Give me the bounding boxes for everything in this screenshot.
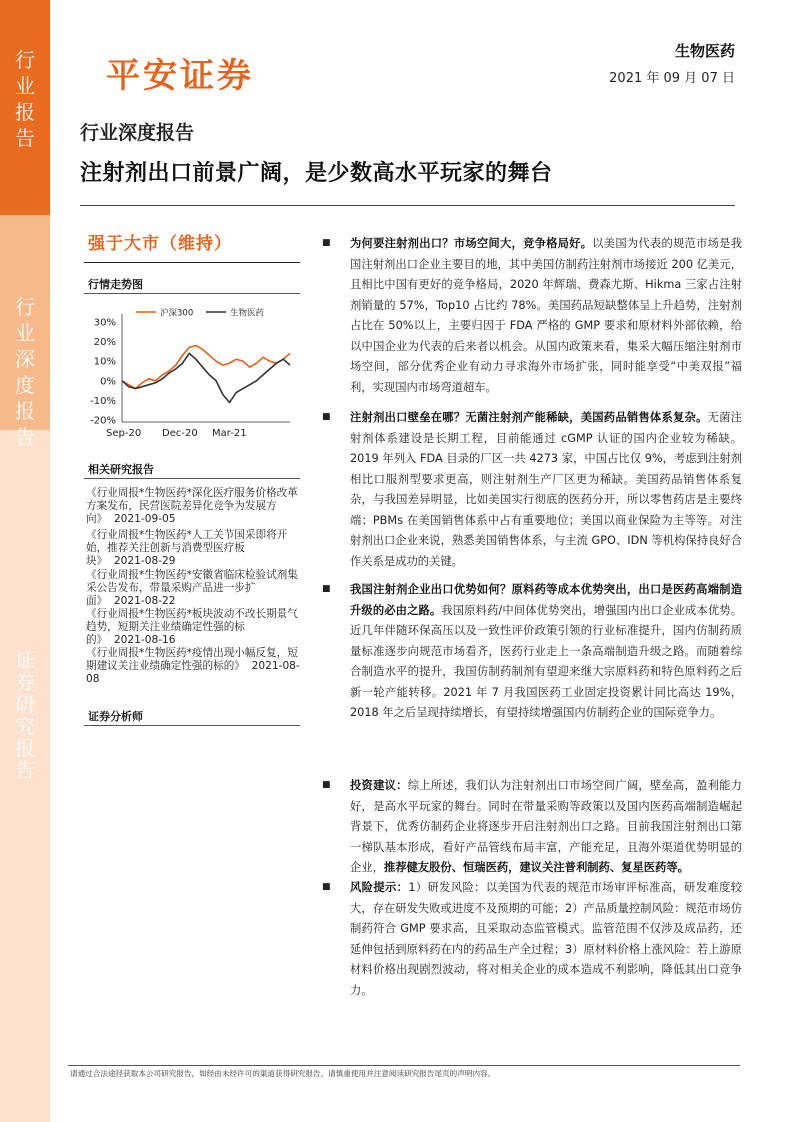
chart-divider [84, 293, 300, 294]
y-tick-label: 0% [100, 376, 116, 388]
side-char: 究 [15, 714, 35, 738]
related-report-item[interactable] [86, 608, 302, 647]
series-line-hs300 [122, 346, 290, 389]
summary-paragraph [350, 408, 742, 572]
bullet-icon: ■ [322, 584, 331, 594]
related-report-item[interactable] [86, 569, 302, 608]
x-axis-ticks [106, 428, 247, 439]
paragraph-heading: 投资建议： [350, 779, 408, 792]
summary-paragraph [350, 580, 742, 724]
related-report-date: 2021-08-29 [113, 555, 176, 567]
bullet-icon: ■ [322, 780, 331, 790]
related-report-title: 《行业周报*生物医药*板块波动不改长期景气趋势，短期关注业绩确定性强的标的》 [86, 608, 298, 646]
side-char: 告 [15, 425, 35, 449]
paragraph-heading: 注射剂出口壁垒在哪？无菌注射剂产能稀缺，美国药品销售体系复杂。 [350, 411, 708, 424]
report-type: 行业深度报告 [80, 122, 195, 144]
paragraph-body: 我国原料药/中间体优势突出，增强国内出口企业成本优势。近几年伴随环保高压以及一致性评价政策引领的行业标准提升，国内仿制药质量标准逐步向规范市场看齐，医药行业走上一条高端制造升级之路。而随着综合制造水平的提升，我国仿制药制剂有望迎来继大宗原料药和特色原料药之后新一轮产能转移。2021 年 7 月我国医药工业固定投资累计同比高达 19%，2018 年之后呈现持续增长，有望持续增强国内仿制药企业的国际竞争力。 [350, 603, 742, 719]
related-report-item[interactable] [86, 647, 302, 686]
side-char: 告 [15, 758, 35, 782]
side-char: 报 [15, 736, 35, 760]
related-report-date: 2021-08-08 [86, 660, 300, 685]
analyst-heading: 证券分析师 [88, 710, 143, 723]
related-report-title: 《行业周报*生物医药*安徽省临床检验试剂集采公告发布，带量采购产品进一步扩面》 [86, 569, 298, 607]
side-band-depth-report [0, 215, 50, 449]
related-report-title: 《行业周报*生物医药*人工关节国采即将开始，推荐关注创新与消费型医疗板块》 [86, 529, 288, 567]
paragraph-body: 1）研发风险：以美国为代表的规范市场审评标准高，研发难度较大，存在研发失败或进度不及预期的可能；2）产品质量控制风险：规范市场仿制药符合 GMP 要求高，且采取动态监管模式。监管范围不仅涉及成品药，还延伸包括到原料药在内的药品生产全过程；3）原材料价格上涨风险：若上游原材料价格出现剧烈波动，将对相关企业的成本造成不利影响，降低其出口竞争力。 [350, 881, 742, 997]
chart-legend [136, 308, 265, 319]
bullet-icon: ■ [322, 238, 331, 248]
paragraph-body: 以美国为代表的规范市场是我国注射剂出口企业主要目的地，其中美国仿制药注射剂市场接近 200 亿美元，且相比中国有更好的竞争格局，2020 年辉瑞、费森尤斯、Hikma 三家占注射剂销量的 57%，Top10 占比约 78%。美国药品短缺整体呈上升趋势，注射剂占比在 50%以上，主要归因于 FDA 严格的 GMP 要求和原材料外部依赖，给以中国企业为代表的后来者以机会。从国内政策来看，集采大幅压缩注射剂市场空间，部分优秀企业有动力寻求海外市场扩张，同时能享受“中美双报”福利，实现国内市场弯道超车。 [350, 237, 742, 394]
side-char: 券 [15, 670, 35, 694]
risk-warning-paragraph [350, 878, 742, 1001]
paragraph-recommendation: 推荐健友股份、恒瑞医药，建议关注普利制药、复星医药等。 [383, 861, 689, 874]
footer-divider [68, 1065, 740, 1066]
bullet-icon: ■ [322, 412, 331, 422]
legend-label: 生物医药 [230, 308, 265, 319]
side-char: 研 [15, 692, 35, 716]
rating-divider [84, 262, 300, 263]
side-char: 行 [15, 48, 35, 72]
chart-axes [122, 314, 290, 422]
side-char: 业 [15, 321, 35, 345]
legend-label: 沪深300 [160, 308, 194, 319]
related-report-item[interactable] [86, 529, 302, 568]
y-axis-ticks [90, 318, 116, 427]
x-tick-label: Sep-20 [106, 428, 142, 439]
paragraph-heading: 风险提示： [350, 881, 409, 894]
analyst-divider [84, 725, 300, 726]
related-report-title: 《行业周报*生物医药*深化医疗服务价格改革方案发布，民营医院差异化竞争为发展方向》 [86, 487, 298, 525]
bullet-icon: ■ [322, 882, 331, 892]
related-divider [84, 478, 300, 479]
summary-paragraph [350, 234, 742, 398]
related-report-title: 《行业周报*生物医药*疫情出现小幅反复，短期建议关注业绩确定性强的标的》 [86, 647, 298, 672]
footer-disclaimer: 请通过合法途径获取本公司研究报告，如经由未经许可的渠道获得研究报告，请慎重使用并注意阅读研究报告尾页的声明内容。 [70, 1069, 496, 1078]
paragraph-body: 综上所述，我们认为注射剂出口市场空间广阔，壁垒高，盈利能力好，是高水平玩家的舞台。同时在带量采购等政策以及国内医药高端制造崛起背景下，优秀仿制药企业将逐步开启注射剂出口之路。目前我国注射剂出口第一梯队基本形成，看好产品管线布局丰富，产能充足，且海外渠道优势明显的企业， [350, 779, 742, 874]
paragraph-heading: 为何要注射剂出口？市场空间大，竞争格局好。 [350, 237, 593, 250]
y-tick-label: -10% [90, 395, 116, 407]
side-char: 深 [15, 347, 35, 371]
related-report-date: 2021-08-22 [113, 595, 176, 607]
report-date: 2021 年 09 月 07 日 [609, 71, 735, 86]
side-band-industry-report [0, 0, 50, 215]
x-tick-label: Dec-20 [162, 428, 198, 439]
y-tick-label: -20% [90, 415, 116, 427]
side-char: 报 [15, 399, 35, 423]
series-line-biomedicine [122, 353, 290, 402]
page-title: 注射剂出口前景广阔，是少数高水平玩家的舞台 [80, 161, 553, 186]
rating-label: 强于大市（维持） [88, 234, 232, 254]
related-report-date: 2021-08-16 [113, 634, 176, 646]
side-char: 度 [15, 373, 35, 397]
market-trend-chart [84, 298, 300, 448]
investment-advice-paragraph [350, 776, 742, 879]
paragraph-body: 无菌注射剂体系建设是长期工程，目前能通过 cGMP 认证的国内企业较为稀缺。2019 年列入 FDA 目录的厂区一共 4273 家，中国占比仅 9%，考虑到注射剂相比口服剂型要求更高，则注射剂生产厂区更为稀缺。美国药品销售体系复杂，与我国差异明显，比如美国实行彻底的医药分开，所以零售药店是主要终端；PBMs 在美国销售体系中占有重要地位；美国以商业保险为主等等。对注射剂出口企业来说，熟悉美国销售体系，与主流 GPO、IDN 等机构保持良好合作关系是成功的关键。 [350, 411, 742, 568]
side-char: 证 [15, 648, 35, 672]
related-report-item[interactable] [86, 487, 302, 526]
y-tick-label: 20% [93, 337, 116, 349]
side-char: 告 [15, 126, 35, 150]
y-tick-label: 30% [93, 317, 116, 329]
related-reports-heading: 相关研究报告 [88, 463, 154, 476]
side-char: 业 [15, 74, 35, 98]
company-logo: 平安证券 [106, 56, 254, 96]
related-report-date: 2021-09-05 [113, 513, 176, 525]
side-char: 报 [15, 100, 35, 124]
chart-heading: 行情走势图 [88, 278, 143, 291]
title-divider [80, 205, 735, 206]
chart-series [122, 346, 290, 403]
y-tick-label: 10% [93, 356, 116, 368]
sector-label: 生物医药 [674, 42, 735, 60]
side-char: 行 [15, 295, 35, 319]
paragraph-heading: 我国注射剂企业出口优势如何？原料药等成本优势突出，出口是医药高端制造升级的必由之路。 [350, 583, 742, 617]
x-tick-label: Mar-21 [212, 428, 247, 439]
